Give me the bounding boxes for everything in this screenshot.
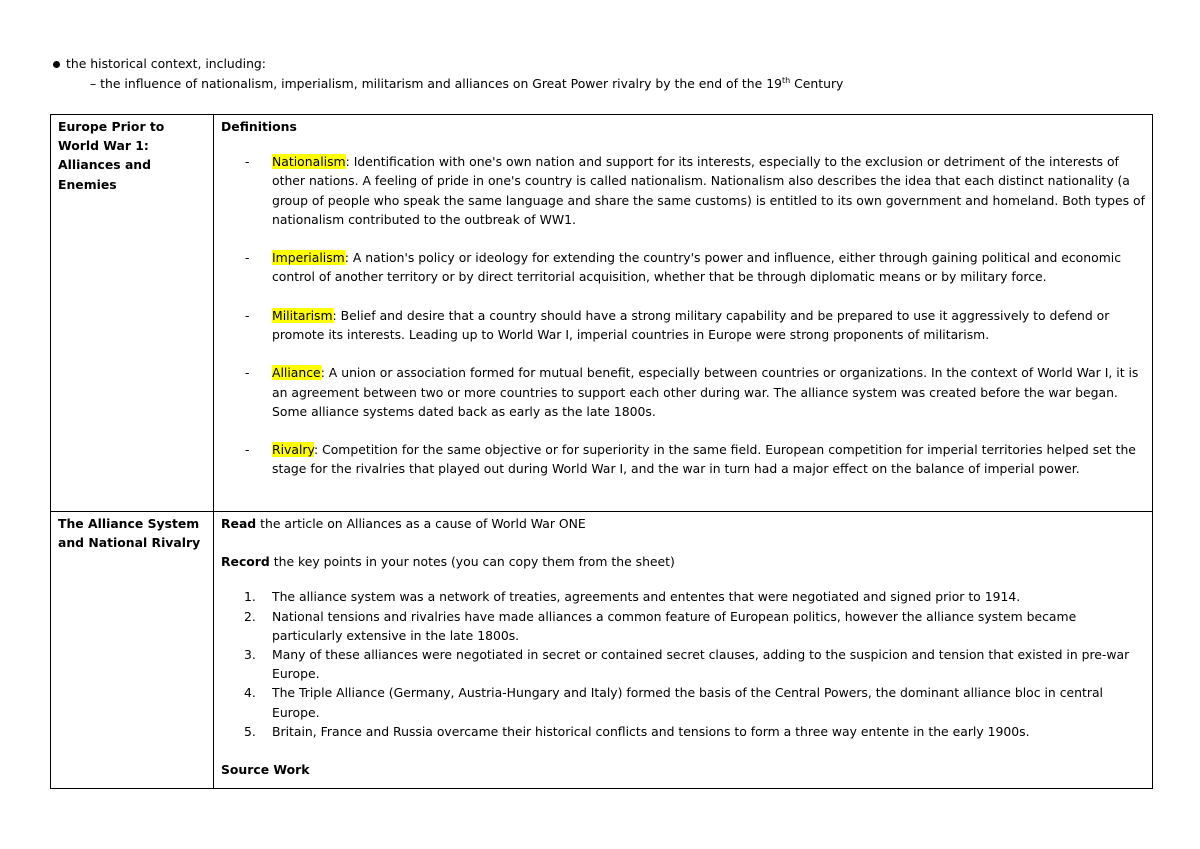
definition-text: : Belief and desire that a country should have a strong military capability and be prepared to use it aggressively to defend or promote its interests. Leading up to World War I, imperial countries in Europe were strong proponents of militarism. — [272, 307, 1110, 342]
key-point-number: 3. — [244, 647, 256, 663]
source-work-heading: Source Work — [221, 762, 310, 778]
intro-block — [52, 54, 1162, 94]
row-title: Europe Prior to World War 1: Alliances and Enemies — [58, 119, 165, 192]
key-point-text: The Triple Alliance (Germany, Austria-Hungary and Italy) formed the basis of the Central Powers, the dominant alliance bloc in central Europe. — [272, 685, 1103, 720]
definition-term: Militarism — [272, 307, 333, 323]
definition-term: Rivalry — [272, 442, 314, 458]
key-point-text: Many of these alliances were negotiated in secret or contained secret clauses, adding to the suspicion and tension that existed in pre-war Europe. — [272, 647, 1130, 682]
key-point-number: 1. — [244, 589, 256, 605]
row-title-cell — [51, 115, 214, 512]
bullet-icon — [53, 61, 60, 68]
definition-item — [221, 248, 1146, 286]
read-instruction — [221, 514, 1146, 533]
table-row — [51, 512, 1153, 789]
key-point-number: 2. — [244, 608, 256, 624]
dash-icon: - — [245, 365, 250, 381]
row-content-cell — [214, 512, 1153, 789]
key-point-number: 4. — [244, 685, 256, 701]
definition-term: Alliance — [272, 365, 321, 381]
dash-icon: - — [245, 307, 250, 323]
definition-term: Imperialism — [272, 250, 345, 266]
row-title-cell — [51, 512, 214, 789]
dash-icon: - — [245, 442, 250, 458]
definitions-heading: Definitions — [221, 119, 297, 134]
key-point — [221, 607, 1146, 645]
definition-text: : Competition for the same objective or for superiority in the same field. European competition for imperial territories helped set the stage for the rivalries that played out during World War I, and the war in turn had a major effect on the balance of imperial power. — [272, 442, 1136, 477]
intro-bullet — [52, 54, 1162, 74]
intro-sub-prefix: – the influence of nationalism, imperialism, militarism and alliances on Great Power rivalry by the end of the 19 — [90, 76, 782, 91]
table-row — [51, 115, 1153, 512]
content-table — [50, 114, 1153, 789]
dash-icon: - — [245, 154, 250, 170]
dash-icon: - — [245, 250, 250, 266]
definition-term: Nationalism — [272, 154, 346, 170]
key-point-text: The alliance system was a network of treaties, agreements and ententes that were negotiated and signed prior to 1914. — [272, 589, 1021, 605]
row-title: The Alliance System and National Rivalry — [58, 516, 201, 551]
key-point — [221, 722, 1146, 741]
key-points-list — [221, 587, 1146, 741]
intro-sub-sup: th — [781, 75, 791, 85]
key-point — [221, 683, 1146, 721]
record-instruction — [221, 552, 1146, 571]
key-point — [221, 645, 1146, 683]
intro-bullet-text: the historical context, including: — [66, 56, 266, 71]
intro-sub-point — [52, 74, 1162, 94]
key-point — [221, 587, 1146, 606]
read-text: the article on Alliances as a cause of World War ONE — [256, 516, 586, 531]
key-point-number: 5. — [244, 723, 256, 739]
definition-item — [221, 306, 1146, 344]
definition-text: : Identification with one's own nation and support for its interests, especially to the exclusion or detriment of the interests of other nations. A feeling of pride in one's country is called nationalism. Nationalism also describes the idea that each distinct nationality (a group of people who speak the same language and share the same customs) is entitled to its own government and homeland. Both types of nationalism contributed to the outbreak of WW1. — [272, 154, 1145, 227]
definition-item — [221, 152, 1146, 229]
read-label: Read — [221, 516, 257, 531]
definition-item — [221, 440, 1146, 478]
row-content-cell — [214, 115, 1153, 512]
definitions-list — [221, 152, 1146, 478]
definition-text: : A nation's policy or ideology for extending the country's power and influence, either through gaining political and economic control of another territory or by direct territorial acquisition, whether that be through diplomatic means or by military force. — [272, 250, 1122, 285]
key-point-text: National tensions and rivalries have made alliances a common feature of European politics, however the alliance system became particularly extensive in the late 1800s. — [272, 608, 1077, 643]
key-point-text: Britain, France and Russia overcame their historical conflicts and tensions to form a three way entente in the early 1900s. — [272, 723, 1030, 739]
definition-item — [221, 363, 1146, 421]
intro-sub-suffix: Century — [790, 76, 844, 91]
record-text: the key points in your notes (you can copy them from the sheet) — [269, 554, 675, 570]
definition-text: : A union or association formed for mutual benefit, especially between countries or organizations. In the context of World War I, it is an agreement between two or more countries to support each other during war. The alliance system was created before the war began. Some alliance systems dated back as early as the late 1800s. — [272, 365, 1139, 419]
record-label: Record — [221, 554, 270, 570]
